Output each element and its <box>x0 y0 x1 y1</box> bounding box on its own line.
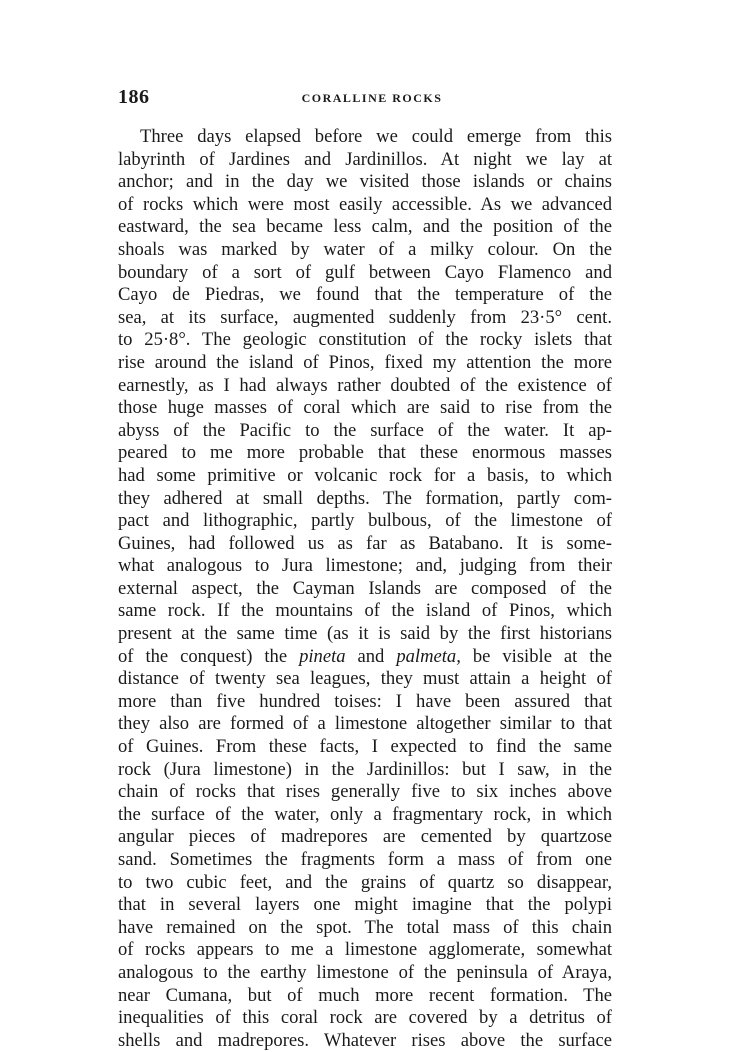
text-line: they adhered at small depths. The formation, partly com- <box>118 487 612 509</box>
text-line: sand. Sometimes the fragments form a mass of from one <box>118 849 612 870</box>
page-number: 186 <box>118 86 150 108</box>
text-line: to two cubic feet, and the grains of quartz so disappear, <box>118 871 612 893</box>
text-line: the surface of the water, only a fragmentary rock, in which <box>118 803 612 825</box>
text-line: of rocks which were most easily accessible. As we advanced <box>118 193 612 215</box>
italic-term-palmeta: palmeta, <box>396 645 461 667</box>
text-line: boundary of a sort of gulf between Cayo Flamenco and <box>118 261 612 283</box>
text-line: earnestly, as I had always rather doubted of the existence of <box>118 374 612 396</box>
text-line-with-italics <box>118 646 612 669</box>
text-line: pact and lithographic, partly bulbous, of the limestone of <box>118 510 612 532</box>
text-line: eastward, the sea became less calm, and the position of the <box>118 216 612 238</box>
italic-term-pineta: pineta <box>299 645 346 667</box>
text-line: rise around the island of Pinos, fixed my attention the more <box>118 351 612 373</box>
text-line: they also are formed of a limestone altogether similar to that <box>118 713 612 735</box>
text-line: same rock. If the mountains of the island of Pinos, which <box>118 600 612 622</box>
text-line: present at the same time (as it is said by the first historians <box>118 623 612 645</box>
text-line: what analogous to Jura limestone; and, judging from their <box>118 555 612 577</box>
text-line: analogous to the earthy limestone of the peninsula of Araya, <box>118 961 612 983</box>
text-line: chain of rocks that rises generally five to six inches above <box>118 781 612 803</box>
text-line: Three days elapsed before we could emerge from this <box>140 126 612 147</box>
text-line: more than five hundred toises: I have been assured that <box>118 690 612 712</box>
text-line: shells and madrepores. Whatever rises above the surface <box>118 1029 612 1051</box>
text-line: abyss of the Pacific to the surface of the water. It ap- <box>118 419 612 441</box>
text-line: to 25·8°. The geologic constitution of the rocky islets that <box>118 329 612 351</box>
text-line: distance of twenty sea leagues, they must attain a height of <box>118 668 612 690</box>
text-line: sea, at its surface, augmented suddenly from 23·5° cent. <box>118 306 612 328</box>
text-line: external aspect, the Cayman Islands are composed of the <box>118 577 612 599</box>
text-line: those huge masses of coral which are said to rise from the <box>118 397 612 419</box>
text-run: be visible at the <box>460 645 612 667</box>
text-line: near Cumana, but of much more recent formation. The <box>118 984 612 1006</box>
text-line: peared to me more probable that these enormous masses <box>118 442 612 464</box>
running-head: CORALLINE ROCKS <box>301 91 443 105</box>
text-run: of the conquest) the <box>118 645 300 667</box>
text-line: of Guines. From these facts, I expected to find the same <box>118 736 612 758</box>
text-line: rock (Jura limestone) in the Jardinillos: but I saw, in the <box>118 758 612 780</box>
text-line: that in several layers one might imagine that the polypi <box>118 894 612 916</box>
text-line: had some primitive or volcanic rock for a basis, to which <box>118 464 612 486</box>
page-header <box>118 86 626 114</box>
text-line: angular pieces of madrepores are cemented by quartzose <box>118 826 612 848</box>
text-line: anchor; and in the day we visited those islands or chains <box>118 171 612 193</box>
text-line: Cayo de Piedras, we found that the temperature of the <box>118 284 612 306</box>
text-line: Guines, had followed us as far as Batabano. It is some- <box>118 532 612 554</box>
text-run: and <box>345 645 397 667</box>
text-line: labyrinth of Jardines and Jardinillos. At night we lay at <box>118 148 612 170</box>
text-line: have remained on the spot. The total mass of this chain <box>118 916 612 938</box>
body-paragraph <box>118 126 612 1052</box>
text-line: of rocks appears to me a limestone agglomerate, somewhat <box>118 939 612 961</box>
text-line: inequalities of this coral rock are covered by a detritus of <box>118 1007 612 1029</box>
text-line: shoals was marked by water of a milky colour. On the <box>118 238 612 260</box>
